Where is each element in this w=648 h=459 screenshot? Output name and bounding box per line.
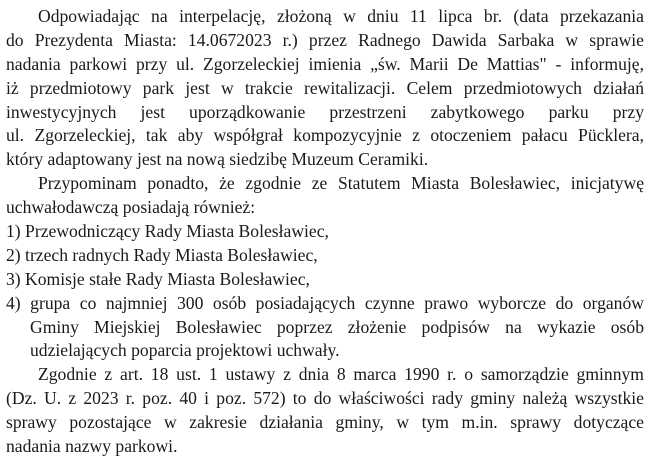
text-line: inwestycyjnych jest uporządkowanie przestrzeni zabytkowego parku przy: [6, 101, 644, 122]
list-item: [6, 292, 644, 364]
text-line: sprawy pozostające w zakresie działania gminy, w tym m.in. sprawy dotyczące: [6, 412, 644, 433]
text-line: Gminy Miejskiej Bolesławiec poprzez złożenie podpisów na wykazie osób: [30, 316, 644, 337]
paragraph-interpellation-response: [6, 5, 644, 172]
text-line: (Dz. U. z 2023 r. poz. 40 i poz. 572) to do właściwości rady gminy należą wszystkie: [6, 388, 644, 409]
initiative-list: [6, 220, 644, 363]
text-line: iż przedmiotowy park jest w trakcie rewitalizacji. Celem przedmiotowych działań: [6, 77, 644, 98]
list-item: 1) Przewodniczący Rady Miasta Bolesławiec,: [6, 221, 329, 242]
text-line: 4) grupa co najmniej 300 osób posiadających czynne prawo wyborcze do organów: [6, 292, 644, 313]
text-line: Zgodnie z art. 18 ust. 1 ustawy z dnia 8 marca 1990 r. o samorządzie gminnym: [38, 364, 644, 385]
text-line: Odpowiadając na interpelację, złożoną w dniu 11 lipca br. (data przekazania: [38, 6, 644, 26]
document-body: [6, 5, 644, 459]
text-line: nadania parkowi przy ul. Zgorzeleckiej imienia „św. Marii De Mattias" - informuję,: [6, 53, 644, 74]
text-line: nadania nazwy parkowi.: [6, 436, 178, 457]
text-line: do Prezydenta Miasta: 14.0672023 r.) przez Radnego Dawida Sarbaka w sprawie: [6, 29, 644, 50]
paragraph-legal-basis: [6, 363, 644, 459]
list-item: 3) Komisje stałe Rady Miasta Bolesławiec,: [6, 268, 310, 289]
text-line: który adaptowany jest na nową siedzibę Muzeum Ceramiki.: [6, 149, 429, 170]
text-line: uchwałodawczą posiadają również:: [6, 197, 256, 218]
paragraph-statute-reminder: [6, 172, 644, 220]
list-item: 2) trzech radnych Rady Miasta Bolesławiec,: [6, 244, 318, 265]
text-line: udzielających poparcia projektowi uchwały.: [30, 340, 340, 361]
text-line: Przypominam ponadto, że zgodnie ze Statutem Miasta Bolesławiec, inicjatywę: [38, 173, 644, 194]
text-line: ul. Zgorzeleckiej, tak aby współgrał kompozycyjnie z otoczeniem pałacu Pücklera,: [6, 125, 644, 146]
